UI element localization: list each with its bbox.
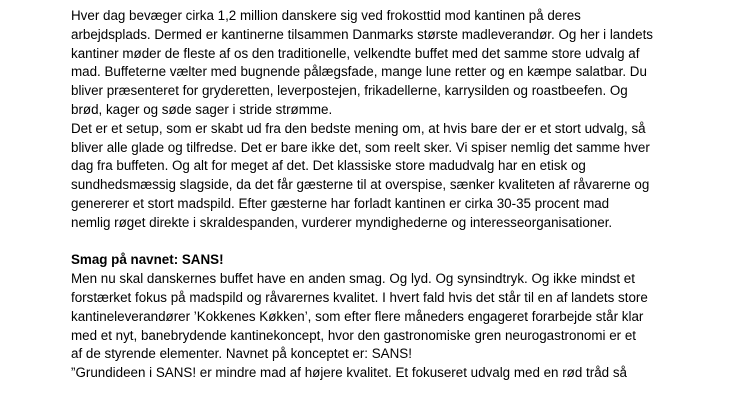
text-line: ”Grundideen i SANS! er mindre mad af højere kvalitet. Et fokuseret udvalg med en rød tråd så (71, 365, 627, 381)
text-line: brød, kager og søde sager i stride strømme. (71, 101, 333, 117)
text-line: Det er et setup, som er skabt ud fra den bedste mening om, at hvis bare der er et stort udvalg, så (71, 120, 646, 136)
document-body (71, 7, 691, 383)
text-line: Men nu skal danskernes buffet have en anden smag. Og lyd. Og synsindtryk. Og ikke mindst et (71, 271, 635, 287)
text-line: nemlig røget direkte i skraldespanden, vurderer myndighederne og interesseorganisationer. (71, 214, 613, 230)
text-line: af de styrende elementer. Navnet på konceptet er: SANS! (71, 346, 412, 362)
text-line: kantiner møder de fleste af os den traditionelle, velkendte buffet med det samme store udvalg af (71, 45, 640, 61)
text-line: med et nyt, banebrydende kantinekoncept, hvor den gastronomiske gren neurogastronomi er et (71, 327, 636, 343)
text-line: dag fra buffeten. Og alt for meget af det. Det klassiske store madudvalg har en etisk og (71, 158, 586, 174)
paragraph-intro (71, 7, 691, 120)
text-line: sundhedsmæssig slagside, da det får gæsterne til at overspise, sænker kvaliteten af råvarerne og (71, 177, 650, 193)
text-line: bliver præsenteret for gryderetten, leverpostejen, frikadellerne, karrysilden og roastbeefen. Og (71, 83, 628, 99)
text-line: genererer et stort madspild. Efter gæsterne har forladt kantinen er cirka 30-35 procent mad (71, 195, 610, 211)
paragraph-setup (71, 120, 691, 233)
text-line: bliver alle glade og tilfredse. Det er bare ikke det, som reelt sker. Vi spiser nemlig det samme hver (71, 139, 650, 155)
text-line: kantineleverandører ’Kokkenes Køkken’, som efter flere måneders engageret forarbejde står klar (71, 308, 644, 324)
text-line: forstærket fokus på madspild og råvarernes kvalitet. I hvert fald hvis det står til en af landets store (71, 289, 648, 305)
paragraph-spacer (71, 233, 691, 252)
text-line: arbejdsplads. Dermed er kantinerne tilsammen Danmarks største madleverandør. Og her i landets (71, 26, 653, 42)
paragraph-quote (71, 364, 691, 383)
text-line: mad. Buffeterne vælter med bugnende pålægsfade, mange lune retter og en kæmpe salatbar. Du (71, 64, 647, 80)
paragraph-concept (71, 270, 691, 364)
section-heading: Smag på navnet: SANS! (71, 252, 224, 268)
text-line: Hver dag bevæger cirka 1,2 million danskere sig ved frokosttid mod kantinen på deres (71, 8, 581, 23)
